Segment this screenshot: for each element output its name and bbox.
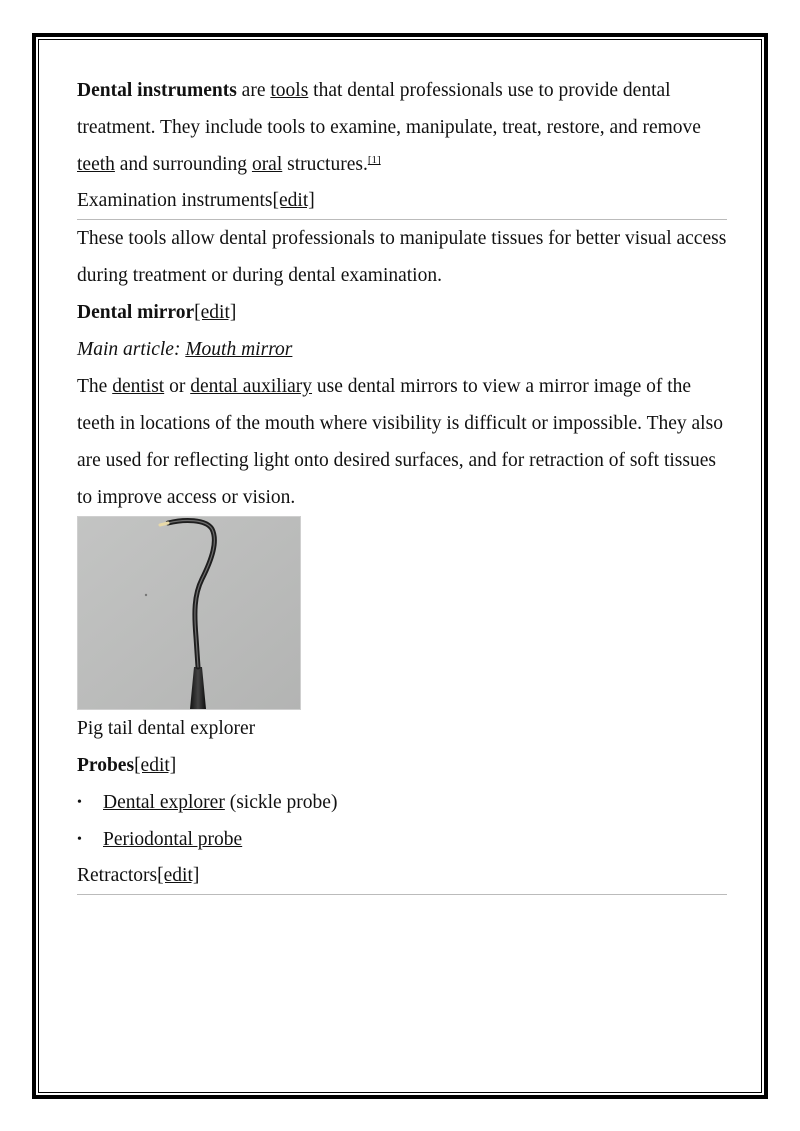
reference-1[interactable]: [1]: [367, 154, 381, 166]
figure-caption: Pig tail dental explorer: [77, 718, 256, 739]
link-oral[interactable]: oral: [251, 154, 283, 175]
intro-term: Dental instruments: [77, 80, 237, 101]
link-periodontal-probe[interactable]: Periodontal probe: [103, 829, 243, 850]
document-body: [77, 72, 727, 895]
list-item: • Dental explorer (sickle probe): [77, 784, 727, 821]
edit-link-dental-mirror[interactable]: [edit]: [194, 302, 237, 323]
link-dental-explorer[interactable]: Dental explorer: [103, 792, 225, 813]
examination-paragraph: These tools allow dental professionals to manipulate tissues for better visual access during treatment or during dental examination.: [77, 228, 727, 286]
pig-tail-explorer-image: [77, 516, 301, 710]
link-tools[interactable]: tools: [270, 80, 309, 101]
edit-link-retractors[interactable]: [edit]: [157, 865, 200, 886]
link-dental-auxiliary[interactable]: dental auxiliary: [190, 376, 313, 397]
heading-examination-instruments: Examination instruments[edit]: [77, 183, 727, 220]
list-item: [77, 821, 727, 858]
intro-paragraph: Dental instruments are tools that dental professionals use to provide dental treatment. They include tools to examine, manipulate, treat, restore, and remove teeth and surrounding oral structures.[1]: [77, 80, 701, 175]
dental-explorer-illustration: [78, 517, 300, 709]
heading-retractors: Retractors[edit]: [77, 858, 727, 895]
dental-mirror-paragraph: The dentist or dental auxiliary use dental mirrors to view a mirror image of the teeth in locations of the mouth where visibility is difficult or impossible. They also are used for reflecting light onto desired surfaces, and for retraction of soft tissues to improve access or vision.: [77, 376, 723, 508]
edit-link-examination[interactable]: [edit]: [272, 190, 315, 211]
link-teeth[interactable]: teeth: [77, 154, 115, 175]
edit-link-probes[interactable]: [edit]: [134, 755, 177, 776]
main-article-note: Main article: Mouth mirror: [77, 339, 293, 360]
link-dentist[interactable]: dentist: [112, 376, 165, 397]
link-mouth-mirror[interactable]: Mouth mirror: [185, 339, 293, 360]
bullet-icon: •: [77, 795, 82, 810]
heading-probes: Probes[edit]: [77, 755, 177, 776]
probes-list: [77, 784, 727, 858]
bullet-icon: •: [77, 832, 82, 847]
heading-dental-mirror: Dental mirror[edit]: [77, 302, 237, 323]
